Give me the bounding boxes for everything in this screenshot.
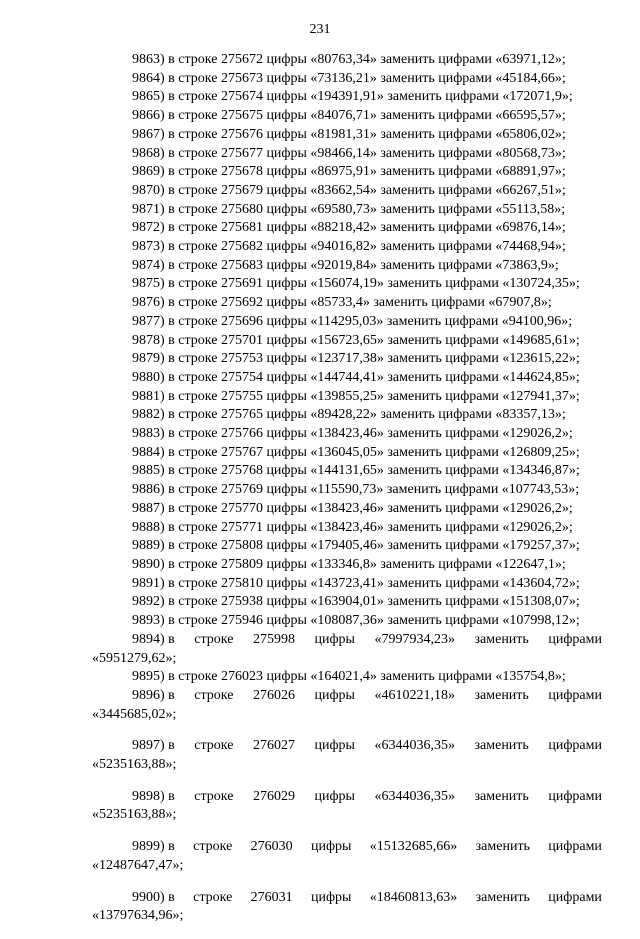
amendment-continuation: «12487647,47»; [92, 857, 184, 873]
amendment-line-wrapped [92, 788, 602, 807]
amendment-line: 9888) в строке 275771 цифры «138423,46» заменить цифрами «129026,2»; [132, 519, 573, 535]
amendment-line: 9866) в строке 275675 цифры «84076,71» заменить цифрами «66595,57»; [132, 108, 566, 124]
word: «4610221,18» [374, 687, 455, 703]
amendment-line: 9864) в строке 275673 цифры «73136,21» заменить цифрами «45184,66»; [132, 70, 566, 86]
amendment-continuation-9894: «5951279,62»; [92, 650, 177, 666]
amendment-line: 9885) в строке 275768 цифры «144131,65» заменить цифрами «134346,87»; [132, 463, 580, 479]
word: «15132685,66» [369, 839, 458, 855]
word: цифры [310, 839, 352, 855]
word: заменить [475, 839, 530, 855]
amendment-line: 9876) в строке 275692 цифры «85733,4» заменить цифрами «67907,8»; [132, 295, 552, 311]
word: «6344036,35» [374, 788, 455, 804]
word: цифрами [548, 631, 602, 647]
amendment-line: 9869) в строке 275678 цифры «86975,91» заменить цифрами «68891,97»; [132, 164, 566, 180]
amendment-line: 9874) в строке 275683 цифры «92019,84» заменить цифрами «73863,9»; [132, 257, 559, 273]
page-number: 231 [309, 22, 331, 37]
word: цифрами [548, 839, 602, 855]
word: цифры [314, 788, 355, 804]
word: строке [194, 687, 234, 703]
word: цифрами [548, 687, 602, 703]
amendment-line: 9872) в строке 275681 цифры «88218,42» заменить цифрами «69876,14»; [132, 220, 566, 236]
word: цифры [314, 631, 355, 647]
word: цифры [314, 738, 355, 754]
word: 9896) в [132, 687, 175, 703]
amendment-line: 9893) в строке 275946 цифры «108087,36» заменить цифрами «107998,12»; [132, 613, 580, 629]
amendment-line: 9879) в строке 275753 цифры «123717,38» заменить цифрами «123615,22»; [132, 351, 580, 367]
amendment-line-9895: 9895) в строке 276023 цифры «164021,4» заменить цифрами «135754,8»; [132, 669, 566, 685]
amendment-line: 9886) в строке 275769 цифры «115590,73» заменить цифрами «107743,53»; [132, 482, 580, 498]
amendment-line: 9877) в строке 275696 цифры «114295,03» заменить цифрами «94100,96»; [132, 313, 573, 329]
word: цифрами [548, 889, 602, 905]
amendment-line: 9883) в строке 275766 цифры «138423,46» заменить цифрами «129026,2»; [132, 426, 573, 442]
word: цифрами [548, 788, 602, 804]
amendment-line: 9880) в строке 275754 цифры «144744,41» заменить цифрами «144624,85»; [132, 369, 580, 385]
amendment-continuation: «5235163,88»; [92, 757, 177, 773]
word: строке [194, 738, 234, 754]
word: заменить [474, 788, 529, 804]
amendment-line-wrapped [92, 687, 602, 706]
word: строке [194, 788, 234, 804]
amendment-line: 9871) в строке 275680 цифры «69580,73» заменить цифрами «55113,58»; [132, 201, 566, 217]
word: строке [193, 889, 233, 905]
word: 276029 [252, 788, 295, 804]
amendment-line-9894 [92, 631, 602, 650]
amendment-line: 9878) в строке 275701 цифры «156723,65» заменить цифрами «149685,61»; [132, 332, 580, 348]
word: «6344036,35» [374, 738, 455, 754]
amendment-line: 9873) в строке 275682 цифры «94016,82» заменить цифрами «74468,94»; [132, 239, 566, 255]
amendment-line: 9868) в строке 275677 цифры «98466,14» заменить цифрами «80568,73»; [132, 145, 566, 161]
amendment-list [92, 51, 602, 631]
amendment-line: 9891) в строке 275810 цифры «143723,41» заменить цифрами «143604,72»; [132, 575, 580, 591]
amendment-line: 9875) в строке 275691 цифры «156074,19» заменить цифрами «130724,35»; [132, 276, 580, 292]
word: 9900) в [132, 889, 175, 905]
amendment-line-wrapped [92, 737, 602, 756]
word: заменить [474, 738, 529, 754]
word: 9899) в [132, 839, 175, 855]
word: «7997934,23» [374, 631, 455, 647]
wrapped-amendment-list [92, 687, 602, 926]
amendment-line: 9890) в строке 275809 цифры «133346,8» заменить цифрами «122647,1»; [132, 556, 566, 572]
word: 276030 [250, 839, 293, 855]
amendment-line: 9881) в строке 275755 цифры «139855,25» заменить цифрами «127941,37»; [132, 388, 580, 404]
amendment-line: 9865) в строке 275674 цифры «194391,91» заменить цифрами «172071,9»; [132, 89, 573, 105]
word: 9897) в [132, 738, 175, 754]
word: заменить [475, 889, 530, 905]
amendment-line: 9870) в строке 275679 цифры «83662,54» заменить цифрами «66267,51»; [132, 182, 566, 198]
word: 9898) в [132, 788, 175, 804]
word: цифрами [548, 738, 602, 754]
amendment-line: 9887) в строке 275770 цифры «138423,46» заменить цифрами «129026,2»; [132, 500, 573, 516]
amendment-line: 9892) в строке 275938 цифры «163904,01» заменить цифрами «151308,07»; [132, 594, 580, 610]
word: цифры [314, 687, 355, 703]
word: 276031 [250, 889, 293, 905]
amendment-line: 9889) в строке 275808 цифры «179405,46» заменить цифрами «179257,37»; [132, 538, 580, 554]
word: заменить [474, 687, 529, 703]
document-body [92, 51, 602, 939]
word: цифры [310, 889, 352, 905]
amendment-line: 9884) в строке 275767 цифры «136045,05» заменить цифрами «126809,25»; [132, 444, 580, 460]
amendment-continuation: «3445685,02»; [92, 706, 177, 722]
word: 275998 [252, 631, 295, 647]
amendment-line: 9867) в строке 275676 цифры «81981,31» заменить цифрами «65806,02»; [132, 126, 566, 142]
word: 9894) в [132, 631, 175, 647]
amendment-line: 9863) в строке 275672 цифры «80763,34» заменить цифрами «63971,12»; [132, 52, 566, 67]
amendment-continuation: «13797634,96»; [92, 908, 184, 924]
word: 276027 [252, 738, 295, 754]
amendment-line: 9882) в строке 275765 цифры «89428,22» заменить цифрами «83357,13»; [132, 407, 566, 423]
word: строке [194, 631, 234, 647]
word: заменить [474, 631, 529, 647]
word: 276026 [252, 687, 295, 703]
amendment-continuation: «5235163,88»; [92, 807, 177, 823]
word: «18460813,63» [369, 889, 458, 905]
amendment-line-wrapped [92, 838, 602, 857]
amendment-line-wrapped [92, 889, 602, 908]
word: строке [193, 839, 233, 855]
